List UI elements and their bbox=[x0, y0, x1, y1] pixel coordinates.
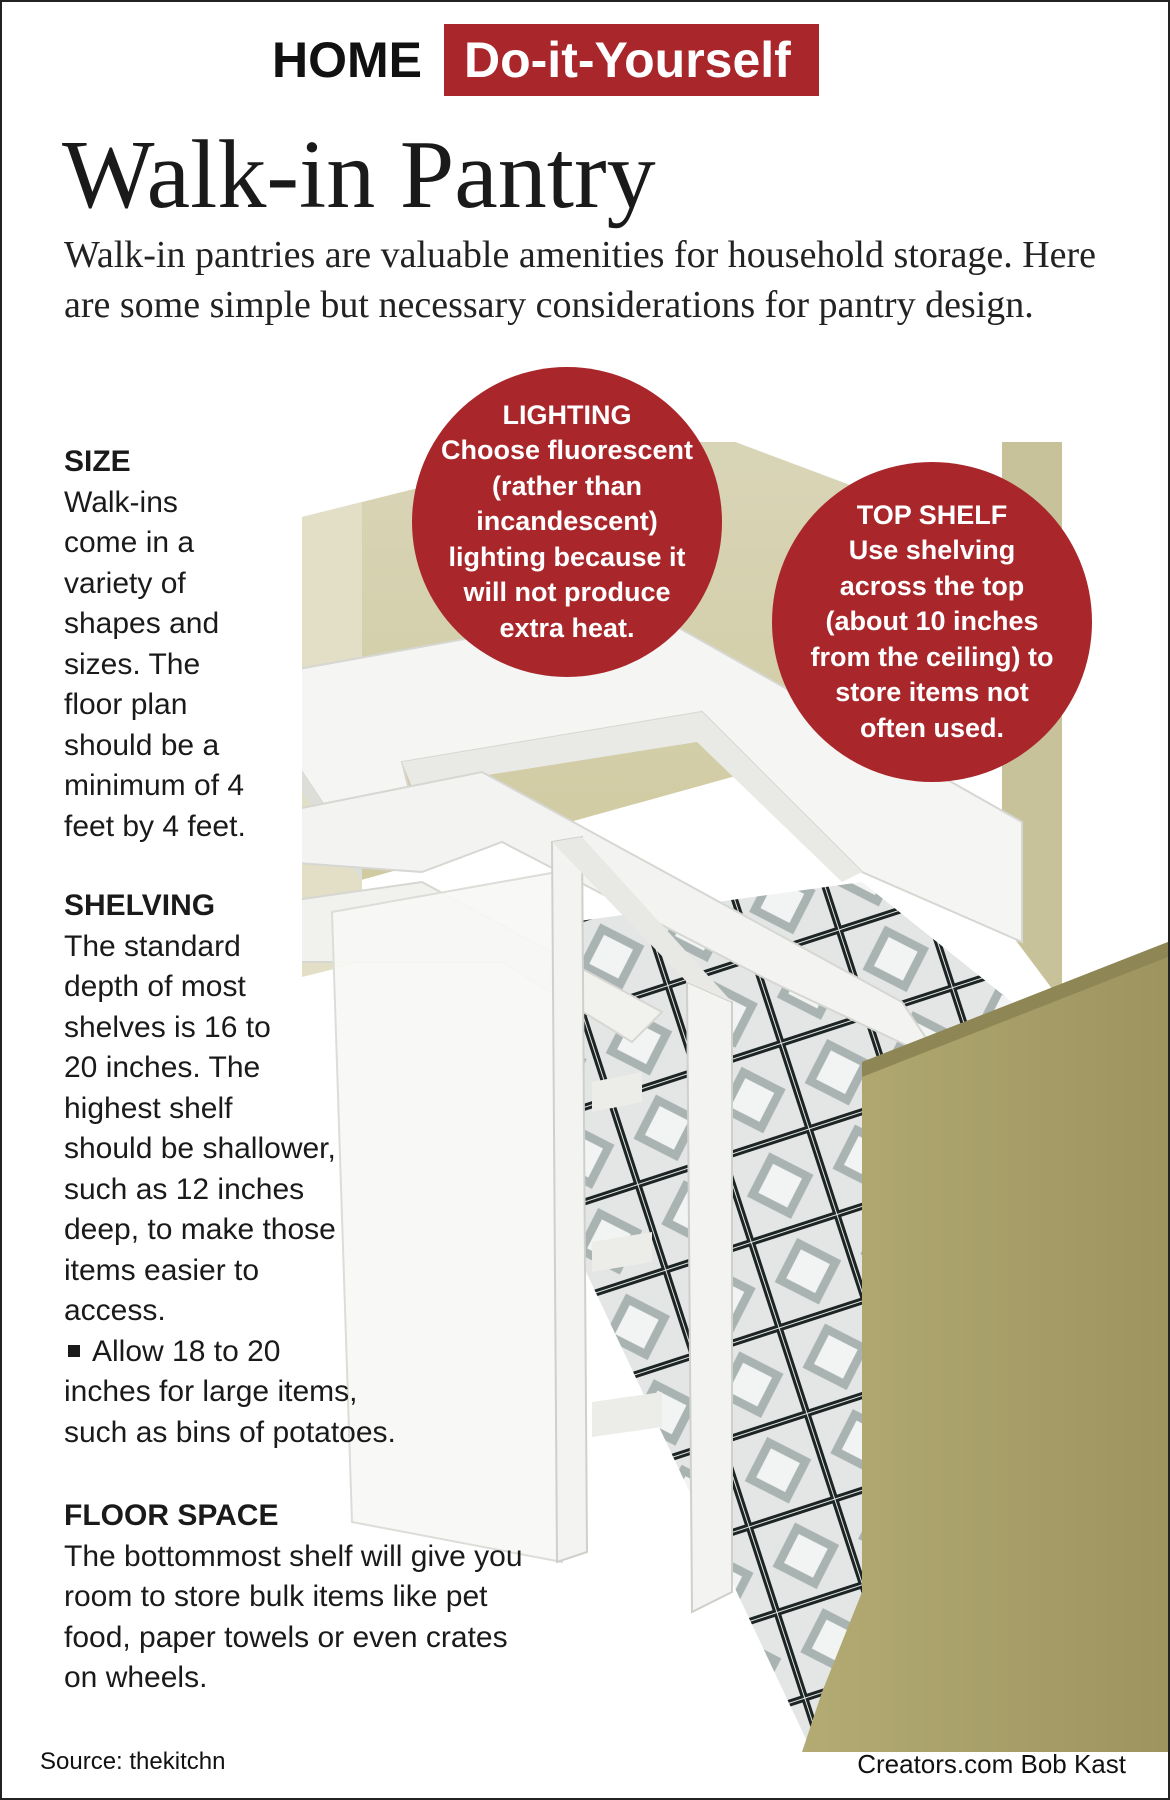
shelving-line: The standard bbox=[64, 929, 241, 963]
lighting-line: incandescent) bbox=[476, 506, 658, 537]
size-line: come in a bbox=[64, 526, 195, 559]
size-line: Walk-ins bbox=[64, 485, 178, 519]
shelving-line: highest shelf bbox=[64, 1091, 233, 1125]
size-line: variety of bbox=[64, 566, 186, 600]
shelving-line: such as 12 inches bbox=[64, 1172, 305, 1206]
top-shelf-line: store items not bbox=[835, 677, 1029, 708]
lighting-line: Choose fluorescent bbox=[440, 435, 694, 466]
header bbox=[272, 24, 819, 96]
floor-space-line: The bottommost shelf will give you bbox=[64, 1539, 523, 1573]
top-shelf-heading: TOP SHELF bbox=[856, 499, 1008, 530]
home-label: HOME bbox=[272, 32, 422, 88]
shelving-bullet-text: Allow 18 to 20 bbox=[92, 1334, 281, 1368]
size-line: shapes and bbox=[64, 607, 220, 640]
lighting-line: lighting because it bbox=[448, 541, 686, 572]
lighting-line: (rather than bbox=[491, 470, 643, 501]
shelving-heading: SHELVING bbox=[64, 889, 216, 922]
floor-space-line: food, paper towels or even crates bbox=[64, 1620, 508, 1654]
shelving-bullet-line: such as bins of potatoes. bbox=[64, 1415, 396, 1449]
size-line: feet by 4 feet. bbox=[64, 809, 246, 843]
shelving-line: access. bbox=[64, 1294, 166, 1327]
door-frame-left bbox=[552, 837, 587, 1562]
floor-space-section bbox=[64, 1496, 523, 1699]
top-shelf-line: from the ceiling) to bbox=[810, 641, 1054, 672]
page-title: Walk-in Pantry bbox=[62, 121, 656, 229]
lighting-callout bbox=[412, 367, 722, 677]
shelving-line: should be shallower, bbox=[64, 1132, 336, 1165]
shelving-section bbox=[64, 886, 396, 1453]
size-line: sizes. The bbox=[64, 647, 201, 681]
lighting-line: will not produce bbox=[463, 577, 671, 608]
shelving-bullet-line: inches for large items, bbox=[64, 1375, 358, 1408]
shelving-line: depth of most bbox=[64, 970, 246, 1003]
floor-space-heading: FLOOR SPACE bbox=[64, 1499, 279, 1532]
floor-space-line: room to store bulk items like pet bbox=[64, 1580, 488, 1613]
shelving-line: deep, to make those bbox=[64, 1213, 336, 1246]
top-shelf-callout bbox=[772, 462, 1092, 782]
size-line: should be a bbox=[64, 728, 220, 762]
shelving-line: items easier to bbox=[64, 1253, 260, 1287]
lighting-line: extra heat. bbox=[499, 612, 635, 643]
top-shelf-line: often used. bbox=[859, 712, 1004, 743]
door-frame-right bbox=[687, 982, 732, 1612]
top-shelf-line: (about 10 inches bbox=[825, 606, 1039, 637]
size-section bbox=[64, 442, 246, 847]
floor-space-line: on wheels. bbox=[64, 1661, 208, 1694]
size-line: floor plan bbox=[64, 688, 188, 721]
shelving-line: shelves is 16 to bbox=[64, 1010, 271, 1044]
author-credit: Creators.com Bob Kast bbox=[857, 1749, 1126, 1779]
size-heading: SIZE bbox=[64, 445, 131, 478]
source-credit: Source: thekitchn bbox=[40, 1748, 226, 1775]
shelving-bullet bbox=[64, 1332, 396, 1373]
intro-text: Walk-in pantries are valuable amenities for household storage. Here are some simple but necessary considerations for pantry design. bbox=[64, 234, 1097, 326]
bullet-square-icon bbox=[68, 1345, 80, 1357]
top-shelf-line: Use shelving bbox=[848, 535, 1016, 566]
top-shelf-line: across the top bbox=[839, 570, 1025, 601]
lighting-heading: LIGHTING bbox=[502, 399, 632, 430]
section-banner: Do-it-Yourself bbox=[444, 24, 819, 96]
size-line: minimum of 4 bbox=[64, 769, 245, 802]
shelving-line: 20 inches. The bbox=[64, 1051, 261, 1084]
